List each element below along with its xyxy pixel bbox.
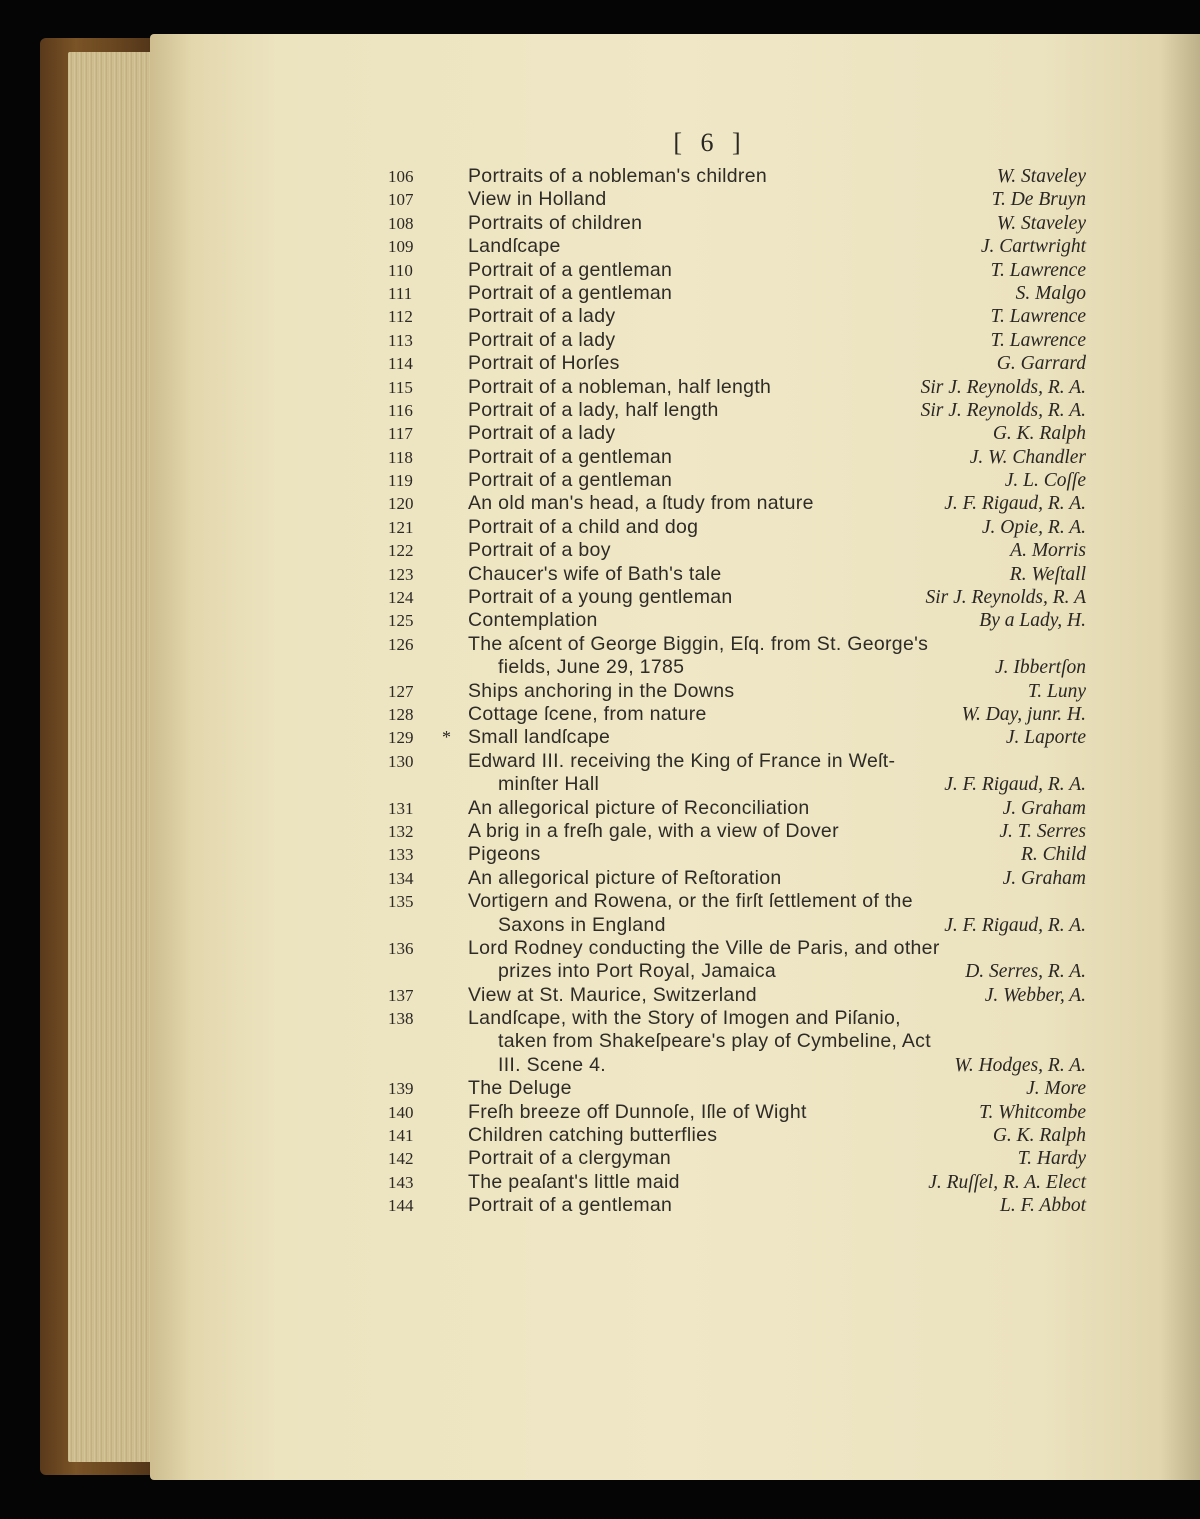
entry-artist: By a Lady, H.: [979, 610, 1086, 632]
entry-title: III. Scene 4.: [498, 1053, 606, 1076]
entry-line: [388, 563, 1100, 586]
entry-title: Edward III. receiving the King of France in Weſt-: [468, 749, 896, 772]
entry-number: 133: [388, 845, 414, 865]
entry-title: Portrait of a gentleman: [468, 1194, 673, 1217]
entry-title: Portrait of a lady: [468, 422, 616, 445]
entry-line: [388, 867, 1100, 890]
catalogue-entry: [388, 212, 1100, 235]
entry-number: 129: [388, 728, 414, 748]
entry-line: [388, 352, 1100, 375]
entry-number: 143: [388, 1172, 414, 1192]
entry-line: [388, 469, 1100, 492]
entry-title: Chaucer's wife of Bath's tale: [468, 562, 722, 585]
entry-line: [388, 1030, 1100, 1053]
entry-title: minſter Hall: [498, 773, 600, 796]
catalogue-entry: [388, 680, 1100, 703]
entry-number: 131: [388, 798, 414, 818]
entry-line: [388, 282, 1100, 305]
catalogue-entry: [388, 165, 1100, 188]
entry-line: [388, 1007, 1100, 1030]
entry-artist: T. Lawrence: [990, 259, 1086, 281]
entry-artist: A. Morris: [1010, 540, 1086, 562]
entry-number: 126: [388, 634, 414, 654]
entry-title: Portrait of a lady: [468, 328, 616, 351]
entry-artist: T. Hardy: [1017, 1148, 1086, 1170]
entry-number: 130: [388, 751, 414, 771]
entry-title: Pigeons: [468, 843, 541, 866]
catalogue-entry: [388, 797, 1100, 820]
entry-artist: T. De Bruyn: [991, 189, 1086, 211]
entry-line: [388, 1077, 1100, 1100]
entry-artist: J. Graham: [1002, 867, 1086, 889]
entry-artist: R. Child: [1020, 844, 1086, 866]
entry-line: [388, 259, 1100, 282]
entry-title: Portrait of a nobleman, half length: [468, 375, 772, 398]
entry-star-mark: *: [442, 727, 451, 748]
entry-artist: J. Graham: [1002, 797, 1086, 819]
entry-line: [388, 656, 1100, 679]
entry-artist: W. Staveley: [996, 212, 1086, 234]
entry-artist: W. Staveley: [996, 166, 1086, 187]
catalogue-entry: [388, 750, 1100, 797]
entry-line: [388, 1124, 1100, 1147]
page-gutter-shadow: [1160, 34, 1200, 1480]
entry-title: Portrait of a child and dog: [468, 515, 699, 538]
catalogue-entry: [388, 937, 1100, 984]
entry-title: Portrait of a young gentleman: [468, 586, 733, 609]
entry-line: [388, 820, 1100, 843]
entry-number: 140: [388, 1102, 414, 1122]
entry-artist: J. T. Serres: [999, 820, 1086, 842]
entry-line: [388, 609, 1100, 632]
entry-number: 108: [388, 213, 414, 233]
entry-title: Portrait of Horſes: [468, 352, 620, 375]
entry-number: 138: [388, 1009, 414, 1029]
entry-line: [388, 586, 1100, 609]
entry-line: [388, 1101, 1100, 1124]
entry-line: [388, 633, 1100, 656]
entry-number: 137: [388, 985, 414, 1005]
entry-title: Portraits of a nobleman's children: [468, 165, 767, 187]
entry-number: 122: [388, 541, 414, 561]
entry-line: [388, 516, 1100, 539]
entry-title: Portrait of a boy: [468, 539, 611, 562]
catalogue-entry: [388, 305, 1100, 328]
entry-number: 109: [388, 237, 414, 257]
entry-number: 127: [388, 681, 414, 701]
entry-number: 121: [388, 517, 414, 537]
entry-title: A brig in a freſh gale, with a view of Dover: [468, 819, 839, 842]
entry-title: Portrait of a gentleman: [468, 281, 673, 304]
entry-number: 123: [388, 564, 414, 584]
entry-title: Portrait of a gentleman: [468, 469, 673, 492]
catalogue-entry: [388, 188, 1100, 211]
entry-line: [388, 680, 1100, 703]
entry-title: Portrait of a lady: [468, 305, 616, 328]
entry-line: [388, 212, 1100, 235]
entry-artist: J. Webber, A.: [984, 984, 1086, 1006]
entry-artist: G. Garrard: [996, 353, 1086, 375]
entry-artist: G. K. Ralph: [992, 1125, 1086, 1147]
entry-line: [388, 984, 1100, 1007]
entry-number: 124: [388, 588, 414, 608]
catalogue-entry: [388, 399, 1100, 422]
catalogue-entry: [388, 820, 1100, 843]
catalogue-entry: [388, 235, 1100, 258]
entry-number: 128: [388, 704, 414, 724]
entry-title: Freſh breeze off Dunnoſe, Iſle of Wight: [468, 1100, 807, 1123]
entry-number: 119: [388, 471, 413, 491]
catalogue-entry: [388, 843, 1100, 866]
catalogue-entry: [388, 726, 1100, 749]
entry-artist: J. Laporte: [1005, 727, 1086, 749]
entry-title: An allegorical picture of Reconciliation: [468, 796, 810, 819]
entry-title: taken from Shakeſpeare's play of Cymbeline, Act: [498, 1030, 931, 1053]
catalogue-entry: [388, 352, 1100, 375]
entry-artist: W. Day, junr. H.: [961, 703, 1086, 725]
entry-artist: S. Malgo: [1015, 282, 1086, 304]
entry-line: [388, 329, 1100, 352]
entry-title: An allegorical picture of Reſtoration: [468, 866, 782, 889]
entry-artist: J. More: [1026, 1078, 1086, 1100]
entry-number: 116: [388, 400, 413, 420]
page-number-header: [ 6 ]: [673, 128, 747, 157]
entry-line: [388, 188, 1100, 211]
entry-title: prizes into Port Royal, Jamaica: [498, 960, 777, 983]
entry-number: 135: [388, 892, 414, 912]
entry-line: [388, 539, 1100, 562]
entry-number: 110: [388, 260, 413, 280]
entry-artist: W. Hodges, R. A.: [954, 1054, 1086, 1076]
catalogue-entry: [388, 984, 1100, 1007]
entry-number: 114: [388, 354, 413, 374]
entry-title: The peaſant's little maid: [468, 1170, 680, 1193]
catalogue-entry: [388, 376, 1100, 399]
entry-artist: J. Ruſſel, R. A. Elect: [928, 1171, 1086, 1193]
entry-line: [388, 726, 1100, 749]
entry-artist: J. Cartwright: [980, 236, 1086, 258]
entry-line: [388, 1194, 1100, 1217]
entry-artist: T. Lawrence: [990, 306, 1086, 328]
entry-title: Children catching butterflies: [468, 1124, 718, 1147]
entry-title: An old man's head, a ſtudy from nature: [468, 492, 814, 515]
entry-line: [388, 960, 1100, 983]
catalogue-entry: [388, 446, 1100, 469]
entry-line: [388, 773, 1100, 796]
entry-line: [388, 165, 1100, 188]
entry-number: 132: [388, 821, 414, 841]
entry-number: 111: [388, 283, 413, 303]
entry-artist: Sir J. Reynolds, R. A: [925, 587, 1086, 609]
entry-line: [388, 399, 1100, 422]
catalogue-entry: [388, 469, 1100, 492]
catalogue-entry: [388, 1171, 1100, 1194]
entry-line: [388, 1171, 1100, 1194]
catalogue-entry: [388, 609, 1100, 632]
catalogue-entry: [388, 422, 1100, 445]
entry-number: 125: [388, 611, 414, 631]
entry-line: [388, 843, 1100, 866]
catalogue-entry: [388, 539, 1100, 562]
entry-artist: D. Serres, R. A.: [965, 961, 1086, 983]
entry-line: [388, 1147, 1100, 1170]
entry-number: 134: [388, 868, 414, 888]
catalogue-entry: [388, 1124, 1100, 1147]
catalogue-entry: [388, 1147, 1100, 1170]
catalogue-entry: [388, 890, 1100, 937]
catalogue-entry: [388, 259, 1100, 282]
entry-artist: R. Weſtall: [1009, 563, 1086, 585]
entry-artist: G. K. Ralph: [992, 423, 1086, 445]
catalogue-entry: [388, 586, 1100, 609]
entry-line: [388, 703, 1100, 726]
entry-title: Portrait of a lady, half length: [468, 398, 719, 421]
entry-number: 112: [388, 307, 413, 327]
entry-artist: J. L. Coſſe: [1004, 470, 1086, 492]
entry-number: 120: [388, 494, 414, 514]
entry-line: [388, 376, 1100, 399]
entry-artist: J. F. Rigaud, R. A.: [944, 914, 1086, 936]
catalogue-entry: [388, 516, 1100, 539]
entry-line: [388, 1054, 1100, 1077]
entry-title: Landſcape, with the Story of Imogen and Piſanio,: [468, 1007, 901, 1030]
entry-title: View at St. Maurice, Switzerland: [468, 983, 757, 1006]
entry-number: 136: [388, 938, 414, 958]
catalogue-entry: [388, 633, 1100, 680]
catalogue-entry: [388, 1077, 1100, 1100]
entry-line: [388, 914, 1100, 937]
entry-artist: T. Lawrence: [990, 329, 1086, 351]
catalogue-entry: [388, 867, 1100, 890]
entry-number: 144: [388, 1196, 414, 1216]
entry-line: [388, 750, 1100, 773]
entry-title: Cottage ſcene, from nature: [468, 702, 707, 725]
entry-artist: J. F. Rigaud, R. A.: [944, 774, 1086, 796]
catalogue-entry: [388, 1101, 1100, 1124]
entry-line: [388, 890, 1100, 913]
entry-number: 113: [388, 330, 413, 350]
entry-line: [388, 797, 1100, 820]
catalogue-entry: [388, 1194, 1100, 1217]
entry-artist: J. W. Chandler: [969, 446, 1086, 468]
entry-title: The aſcent of George Biggin, Eſq. from St. George's: [468, 632, 929, 655]
entry-artist: Sir J. Reynolds, R. A.: [920, 376, 1086, 398]
catalogue-entry: [388, 282, 1100, 305]
entry-title: Saxons in England: [498, 913, 666, 936]
entry-title: Ships anchoring in the Downs: [468, 679, 735, 702]
entry-line: [388, 305, 1100, 328]
entry-line: [388, 235, 1100, 258]
entry-number: 118: [388, 447, 413, 467]
entry-title: Portrait of a clergyman: [468, 1147, 672, 1170]
entry-title: Portraits of children: [468, 211, 643, 234]
entry-title: View in Holland: [468, 188, 607, 211]
entry-title: Vortigern and Rowena, or the firſt ſettlement of the: [468, 890, 913, 913]
entry-artist: L. F. Abbot: [1000, 1195, 1086, 1217]
entry-title: Portrait of a gentleman: [468, 258, 673, 281]
entry-number: 106: [388, 167, 414, 186]
entry-line: [388, 492, 1100, 515]
catalogue-entry: [388, 492, 1100, 515]
catalogue-entry: [388, 563, 1100, 586]
entry-title: fields, June 29, 1785: [498, 656, 685, 679]
entry-artist: Sir J. Reynolds, R. A.: [920, 399, 1086, 421]
entry-title: The Deluge: [468, 1077, 572, 1100]
entry-artist: T. Whitcombe: [979, 1101, 1086, 1123]
entry-number: 107: [388, 190, 414, 210]
entry-number: 142: [388, 1149, 414, 1169]
entry-title: Contemplation: [468, 609, 598, 632]
entry-line: [388, 446, 1100, 469]
entry-line: [388, 937, 1100, 960]
catalogue-entry: [388, 1007, 1100, 1077]
entry-title: Portrait of a gentleman: [468, 445, 673, 468]
catalogue-entry: [388, 329, 1100, 352]
entry-artist: J. F. Rigaud, R. A.: [944, 493, 1086, 515]
entry-artist: T. Luny: [1027, 680, 1086, 702]
entry-title: Small landſcape: [468, 726, 611, 749]
entry-number: 117: [388, 424, 413, 444]
catalogue-entries: [388, 165, 1100, 1218]
entry-title: Landſcape: [468, 235, 561, 258]
entry-artist: J. Opie, R. A.: [981, 516, 1086, 538]
entry-title: Lord Rodney conducting the Ville de Paris, and other: [468, 936, 940, 959]
entry-number: 141: [388, 1126, 414, 1146]
entry-number: 139: [388, 1079, 414, 1099]
entry-number: 115: [388, 377, 413, 397]
catalogue-entry: [388, 703, 1100, 726]
entry-artist: J. Ibbertſon: [995, 657, 1086, 679]
entry-line: [388, 422, 1100, 445]
